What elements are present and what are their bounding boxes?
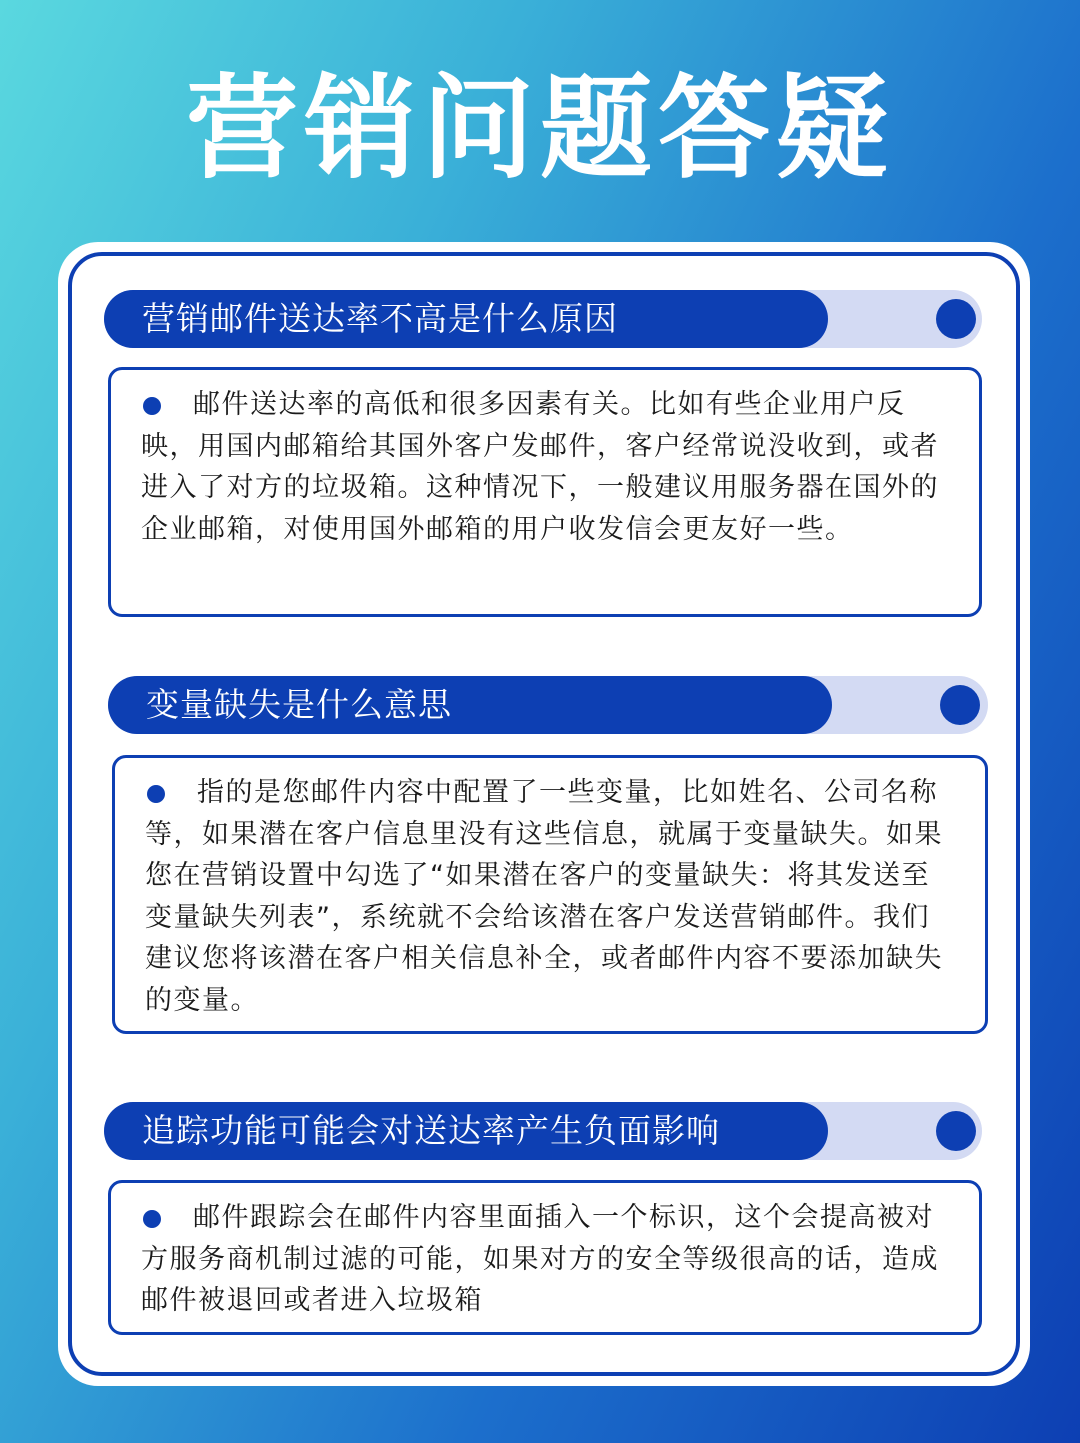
answer-box-delivery-rate [108,367,982,617]
header-dot-icon [936,299,976,339]
question-title: 变量缺失是什么意思 [108,676,832,734]
answer-text: 指的是您邮件内容中配置了一些变量，比如姓名、公司名称等，如果潜在客户信息里没有这些信息，就属于变量缺失。如果您在营销设置中勾选了“如果潜在客户的变量缺失：将其发送至变量缺失列表”，系统就不会给该潜在客户发送营销邮件。我们建议您将该潜在客户相关信息补全，或者邮件内容不要添加缺失的变量。 [145,777,943,1016]
answer-text: 邮件跟踪会在邮件内容里面插入一个标识，这个会提高被对方服务商机制过滤的可能，如果对方的安全等级很高的话，造成邮件被退回或者进入垃圾箱 [141,1202,939,1316]
answer-text: 邮件送达率的高低和很多因素有关。比如有些企业用户反映，用国内邮箱给其国外客户发邮件，客户经常说没收到，或者进入了对方的垃圾箱。这种情况下，一般建议用服务器在国外的企业邮箱，对使用国外邮箱的用户收发信会更友好一些。 [141,389,939,545]
section-header-delivery-rate [104,290,982,348]
answer-box-missing-variable [112,755,988,1034]
header-dot-icon [936,1111,976,1151]
header-dot-icon [940,685,980,725]
page-title: 营销问题答疑 [186,64,894,194]
section-header-tracking [104,1102,982,1160]
question-title: 追踪功能可能会对送达率产生负面影响 [104,1102,828,1160]
section-header-missing-variable [108,676,988,734]
answer-box-tracking [108,1180,982,1335]
question-title: 营销邮件送达率不高是什么原因 [104,290,828,348]
